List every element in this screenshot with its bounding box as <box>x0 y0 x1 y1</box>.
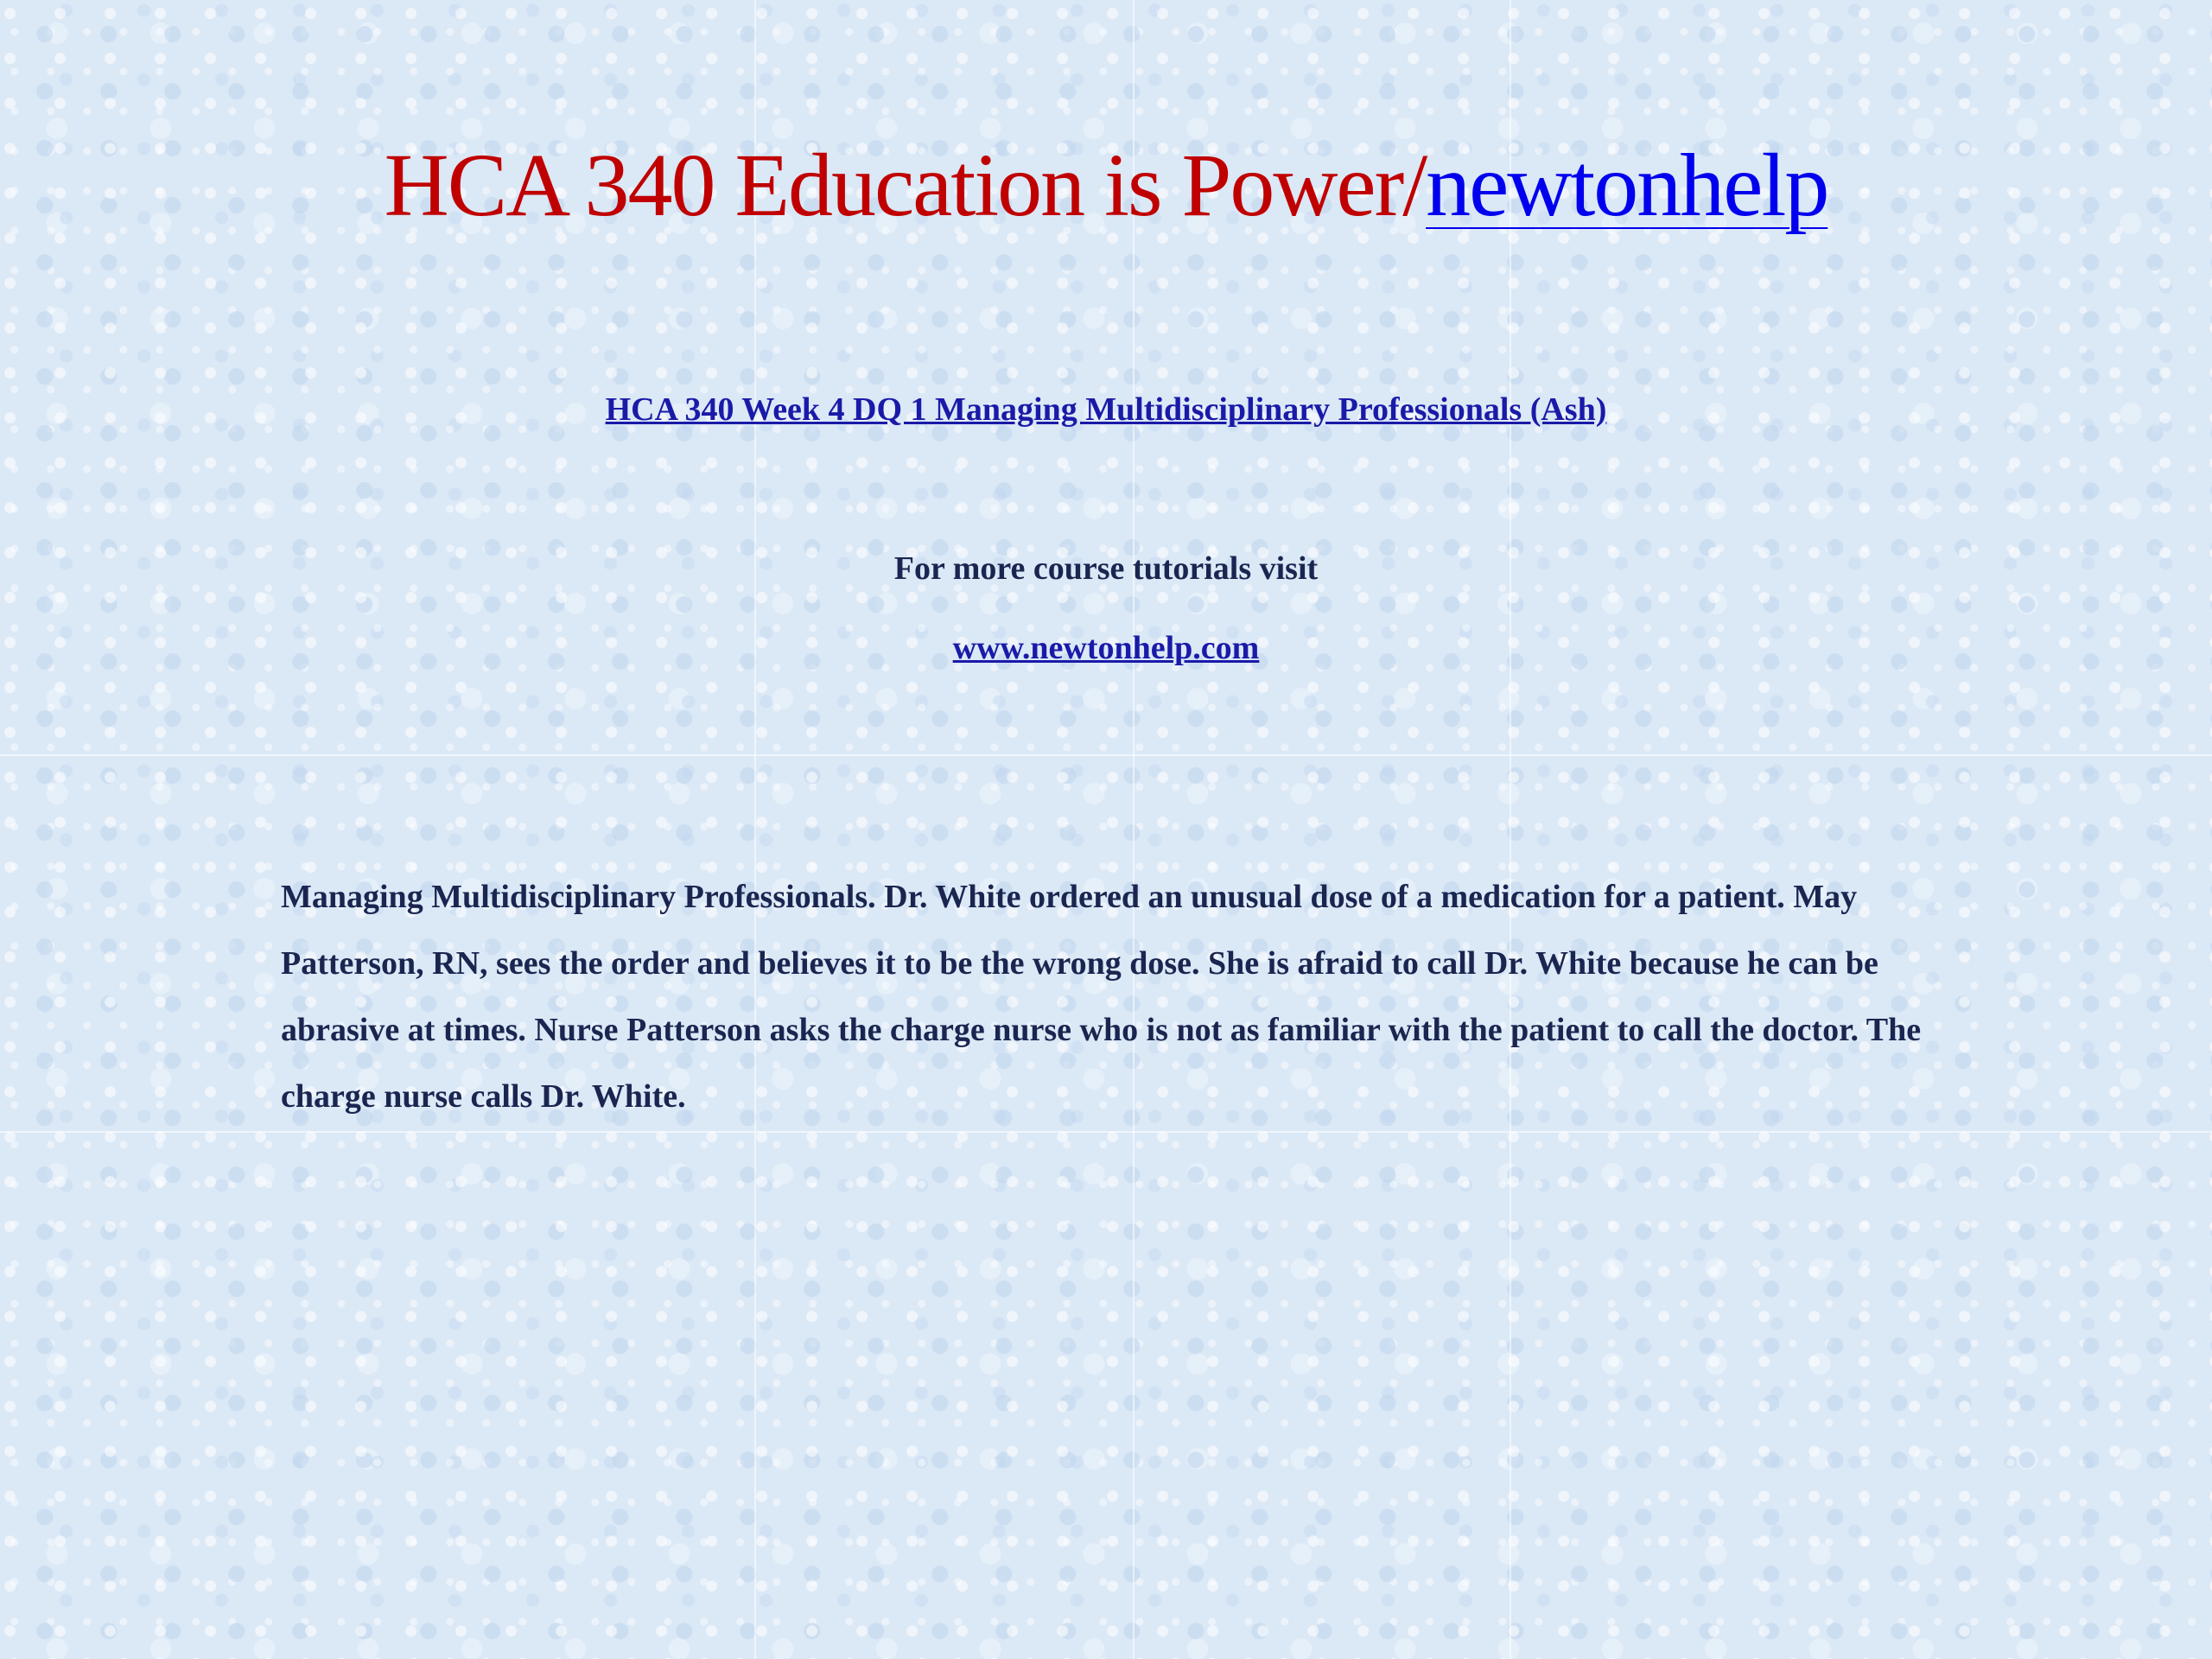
title-main: HCA 340 Education is Power/ <box>384 136 1427 235</box>
title-brand-link[interactable]: newtonhelp <box>1426 136 1828 235</box>
page-title <box>0 130 2212 242</box>
website-link[interactable]: www.newtonhelp.com <box>952 630 1260 666</box>
body-paragraph: Managing Multidisciplinary Professionals. Dr. White ordered an unusual dose of a medication for a patient. May Patterson, RN, sees the order and believes it to be the wrong dose. She is afraid to call Dr. White because he can be abrasive at times. Nurse Patterson asks the charge nurse who is not as familiar with the patient to call the doctor. The charge nurse calls Dr. White. <box>281 879 1922 1115</box>
course-topic-link[interactable]: HCA 340 Week 4 DQ 1 Managing Multidisciplinary Professionals (Ash) <box>605 391 1607 428</box>
visit-prompt-text: For more course tutorials visit <box>893 550 1319 587</box>
